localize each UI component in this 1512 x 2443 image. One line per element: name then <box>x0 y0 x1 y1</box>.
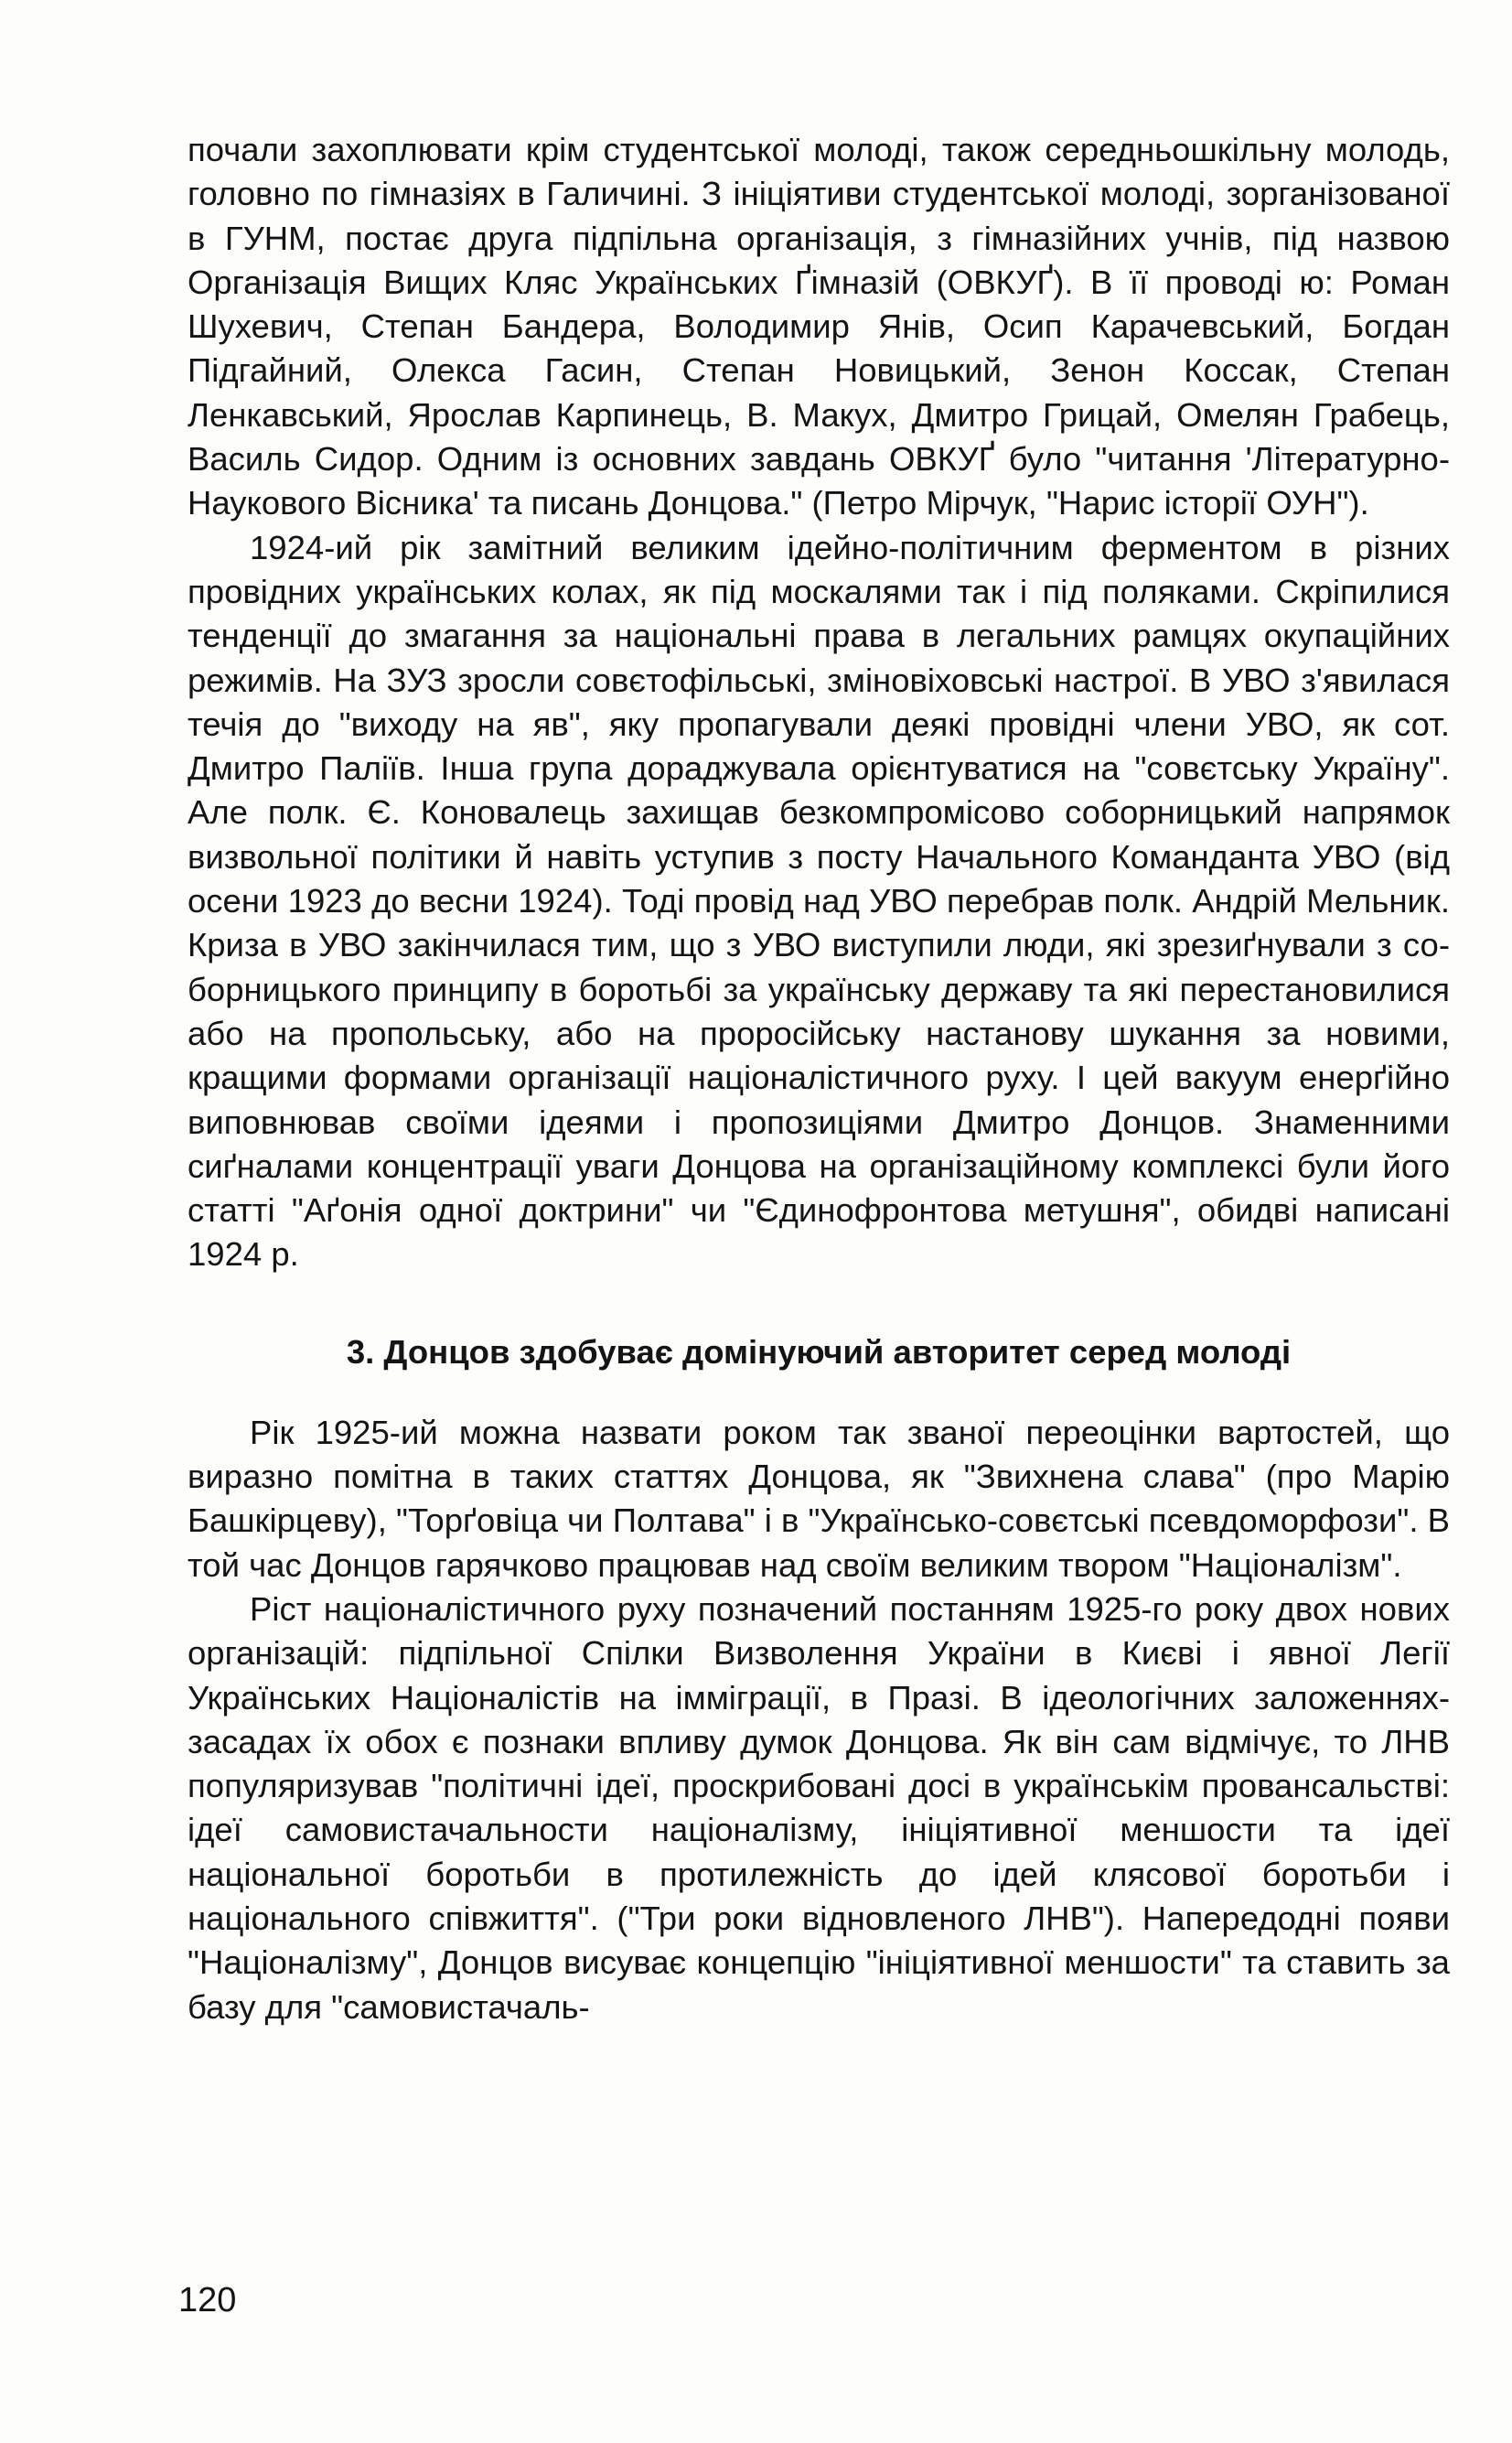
paragraph-2: 1924-ий рік замітний великим ідейно-політичним ферментом в різних провідних українських колах, як під москалями так і під поляками. Скріпилися тенденції до змагання за національні права в легальних рамцях окупаційних режимів. На ЗУЗ зросли совєтофільські, зміновіховські настрої. В УВО з'явилася течія до "виходу на яв", яку пропагували деякі провідні члени УВО, як сот. Дмитро Паліїв. Інша група дораджувала орієнтуватися на "совєтську Україну". Але полк. Є. Коновалець захищав безкомпромісово соборницький напрямок визвольної політики й навіть уступив з посту Начального Команданта УВО (від осени 1923 до весни 1924). Тоді провід над УВО перебрав полк. Андрій Мельник. Криза в УВО закінчилася тим, що з УВО виступили люди, які зрезиґнували з соборницького принципу в боротьбі за українську державу та які перестановилися або на пропольську, або на проросійську настанову шукання за новими, кращими формами організації націоналістичного руху. І цей вакуум енерґійно виповнював своїми ідеями і пропозиціями Дмитро Донцов. Знаменними сиґналами концентрації уваги Донцова на організаційному комплексі були його статті "Аґонія одної доктрини" чи "Єдинофронтова метушня", обидві написані 1924 р. <box>188 528 1450 1274</box>
section-heading: 3. Донцов здобуває домінуючий авторитет серед молоді <box>346 1332 1292 1371</box>
page-number: 120 <box>178 2281 237 2319</box>
paragraph-3: Рік 1925-ий можна назвати роком так званої переоцінки вартостей, що виразно помітна в таких статтях Донцова, як "Звихнена слава" (про Марію Башкірцеву), "Торґовіца чи Полтава" і в "Українсько-совєтські псевдоморфози". В той час Донцов гарячково працював над своїм великим твором "Націоналізм". <box>188 1413 1450 1584</box>
paragraph-1: почали захоплювати крім студентської молоді, також середньошкільну молодь, головно по гімназіях в Галичині. З ініціятиви студентської молоді, зорганізованої в ГУНМ, постає друга підпільна організація, з гімназійних учнів, під назвою Організація Вищих Кляс Українських Ґімназій (ОВКУҐ). В її проводі ю: Роман Шухевич, Степан Бандера, Володимир Янів, Осип Карачевський, Богдан Підгайний, Олекса Гасин, Степан Новицький, Зенон Коссак, Степан Ленкавський, Ярослав Карпинець, В. Макух, Дмитро Грицай, Омелян Грабець, Василь Сидор. Одним із основних завдань ОВКУҐ було "читання 'Літературно-Наукового Вісника' та писань Донцова." (Петро Мірчук, "Нарис історії ОУН"). <box>188 131 1450 522</box>
page-body <box>188 128 1450 2029</box>
paragraph-4: Ріст націоналістичного руху позначений постанням 1925-го року двох нових організацій: підпільної Спілки Визволення України в Києві і явної Легії Українських Націоналістів на імміграції, в Празі. В ідеологічних заложеннях-засадах їх обох є познаки впливу думок Донцова. Як він сам відмічує, то ЛНВ популяризував "політичні ідеї, проскрибовані досі в українськім провансальстві: ідеї самовистачальности націоналізму, ініціятивної меншости та ідеї національної боротьби в протилежність до ідей клясової боротьби і національного співжиття". ("Три роки відновленого ЛНВ"). Напередодні появи "Націоналізму", Донцов висуває концепцію "ініціятивної меншости" та ставить за базу для "самовистачаль- <box>188 1589 1450 2026</box>
